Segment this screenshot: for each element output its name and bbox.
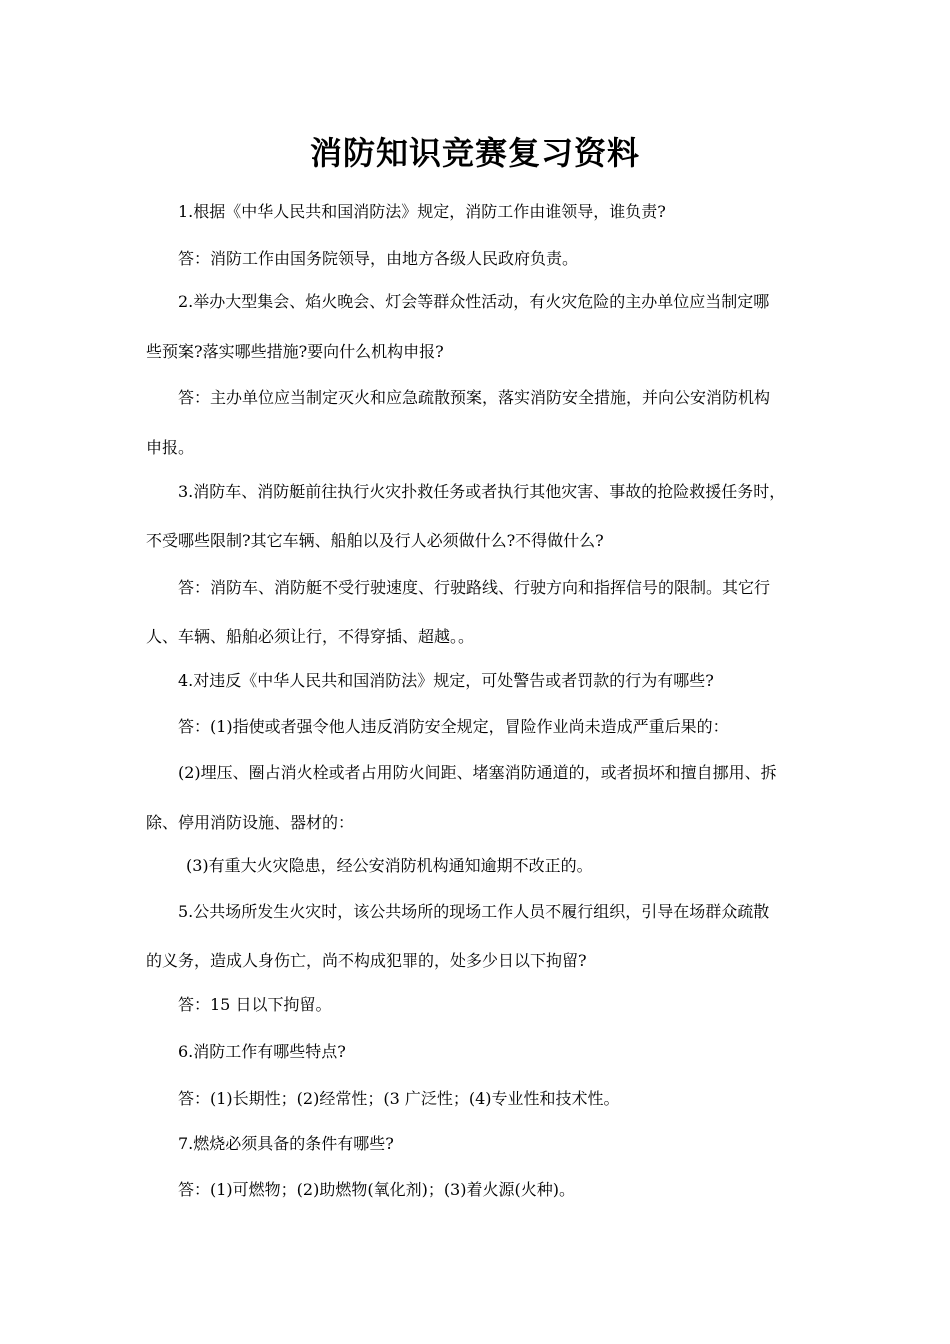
q4-line: 4.对违反《中华人民共和国消防法》规定，可处警告或者罚款的行为有哪些? (178, 671, 714, 690)
q2-line-1: 2.举办大型集会、焰火晚会、灯会等群众性活动，有火灾危险的主办单位应当制定哪 (178, 292, 770, 311)
a3-line-1: 答：消防车、消防艇不受行驶速度、行驶路线、行驶方向和指挥信号的限制。其它行 (178, 578, 771, 597)
a4-line-2: (2)埋压、圈占消火栓或者占用防火间距、堵塞消防通道的，或者损坏和擅自挪用、拆 (178, 763, 777, 782)
q3-line-2: 不受哪些限制?其它车辆、船舶以及行人必须做什么?不得做什么? (146, 531, 604, 550)
document-title: 消防知识竞赛复习资料 (309, 134, 640, 172)
a1-line: 答：消防工作由国务院领导，由地方各级人民政府负责。 (178, 249, 579, 268)
a7-line: 答：(1)可燃物；(2)助燃物(氧化剂)；(3)着火源(火种)。 (178, 1180, 575, 1199)
a6-line: 答：(1)长期性；(2)经常性；(3 广泛性；(4)专业性和技术性。 (178, 1089, 620, 1108)
a2-line-1: 答：主办单位应当制定灭火和应急疏散预案，落实消防安全措施，并向公安消防机构 (178, 388, 771, 407)
q2-line-2: 些预案?落实哪些措施?要向什么机构申报? (146, 342, 444, 361)
q3-line-1: 3.消防车、消防艇前往执行火灾扑救任务或者执行其他灾害、事故的抢险救援任务时， (178, 482, 786, 501)
q5-line-1: 5.公共场所发生火灾时，该公共场所的现场工作人员不履行组织，引导在场群众疏散 (178, 902, 770, 921)
q5-line-2: 的义务，造成人身伤亡，尚不构成犯罪的，处多少日以下拘留? (146, 951, 587, 970)
a4-line-1: 答：(1)指使或者强令他人违反消防安全规定，冒险作业尚未造成严重后果的： (178, 717, 729, 736)
a3-line-2: 人、车辆、船舶必须让行，不得穿插、超越。。 (146, 627, 475, 646)
a2-line-2: 申报。 (146, 438, 195, 457)
q7-line: 7.燃烧必须具备的条件有哪些? (178, 1134, 394, 1153)
a4-line-3: 除、停用消防设施、器材的： (146, 813, 355, 832)
q1-line: 1.根据《中华人民共和国消防法》规定，消防工作由谁领导，谁负责? (178, 202, 666, 221)
a5-line: 答：15 日以下拘留。 (178, 995, 332, 1014)
a4-line-4: (3)有重大火灾隐患，经公安消防机构通知逾期不改正的。 (186, 856, 593, 875)
q6-line: 6.消防工作有哪些特点? (178, 1042, 346, 1061)
